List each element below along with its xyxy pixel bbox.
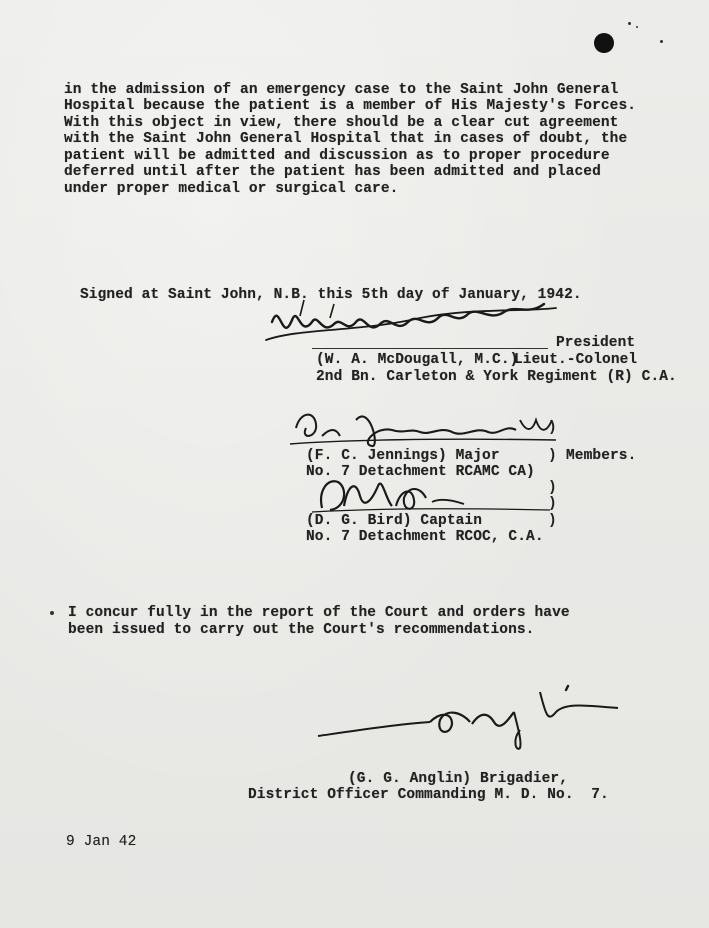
president-unit: 2nd Bn. Carleton & York Regiment (R) C.A.	[316, 369, 677, 385]
member2-name: (D. G. Bird) Captain	[306, 513, 483, 529]
member-brace: )	[548, 448, 557, 464]
president-rank: Lieut.-Colonel	[514, 352, 638, 368]
brigadier-name: (G. G. Anglin) Brigadier,	[348, 771, 569, 787]
member2-unit: No. 7 Detachment RCOC, C.A.	[306, 529, 544, 545]
member-brace: )	[548, 480, 557, 496]
paragraph-line: deferred until after the patient has been admitted and placed	[64, 164, 601, 180]
paragraph-line: under proper medical or surgical care.	[64, 181, 399, 197]
president-name: (W. A. McDougall, M.C.)	[316, 352, 519, 368]
member1-unit: No. 7 Detachment RCAMC CA)	[306, 464, 535, 480]
members-label: Members.	[566, 448, 637, 464]
paragraph-line: With this object in view, there should be a clear cut agreement	[64, 115, 619, 131]
signed-at-line: Signed at Saint John, N.B. this 5th day of January, 1942.	[80, 287, 582, 303]
document-date: 9 Jan 42	[66, 834, 137, 850]
concurrence-line: been issued to carry out the Court's recommendations.	[68, 622, 535, 638]
paragraph-line: with the Saint John General Hospital that in cases of doubt, the	[64, 131, 628, 147]
president-role: President	[556, 335, 636, 351]
member-brace: )	[548, 420, 557, 436]
concurrence-line: I concur fully in the report of the Court and orders have	[68, 605, 570, 621]
member-brace: )	[548, 513, 557, 529]
brigadier-title: District Officer Commanding M. D. No. 7.	[248, 787, 609, 803]
member-brace: )	[548, 496, 557, 512]
paragraph-line: in the admission of an emergency case to the Saint John General	[64, 82, 619, 98]
member1-name: (F. C. Jennings) Major	[306, 448, 500, 464]
paragraph-line: patient will be admitted and discussion as to proper procedure	[64, 148, 610, 164]
paragraph-line: Hospital because the patient is a member of His Majesty's Forces.	[64, 98, 637, 114]
